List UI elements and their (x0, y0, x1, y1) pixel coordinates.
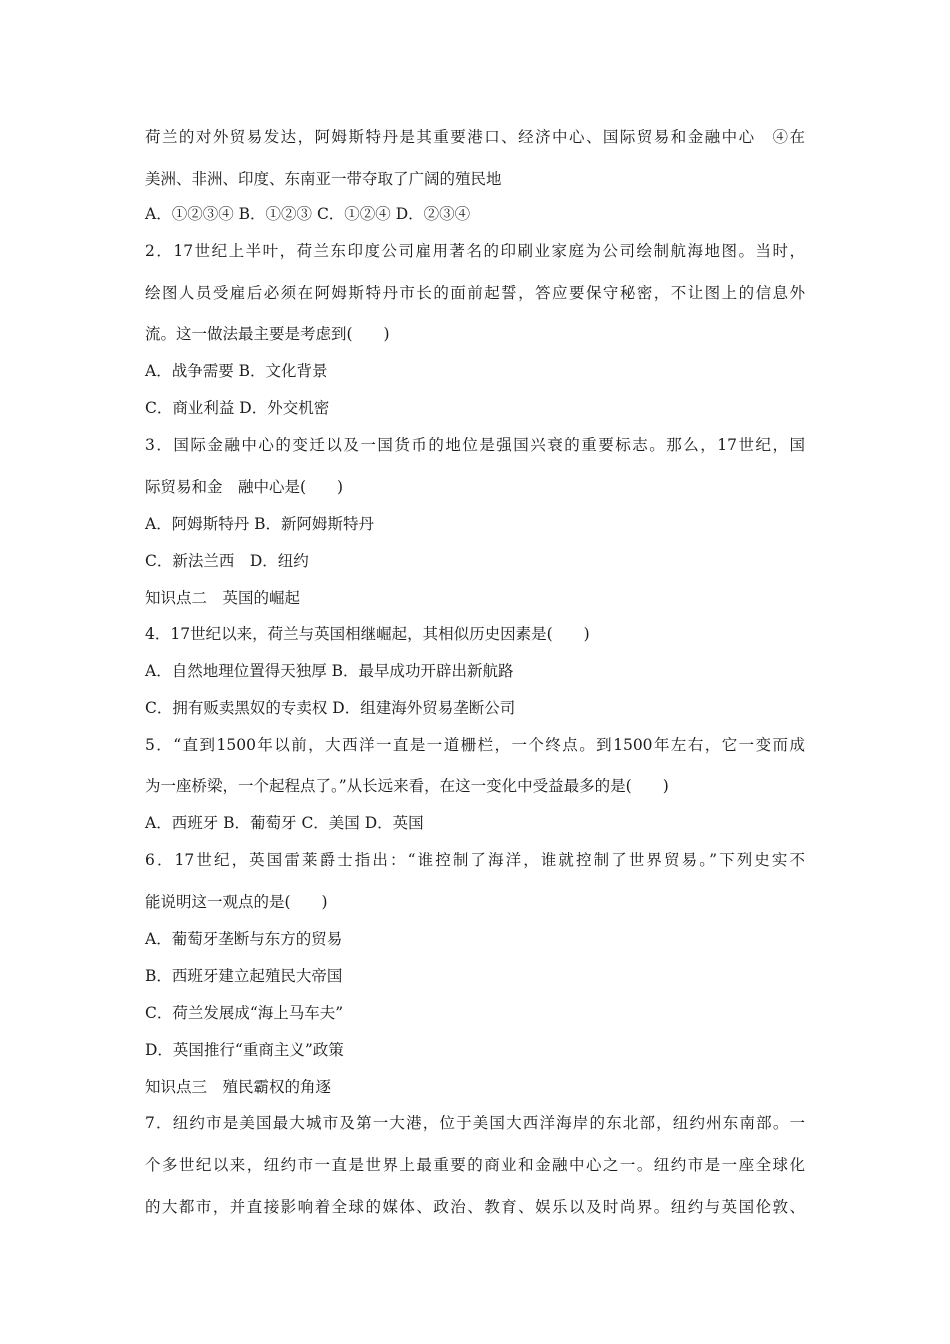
text-line: 能说明这一观点的是( ) (145, 893, 328, 911)
question-6: 6．17世纪，英国雷莱爵士指出：“谁控制了海洋，谁就控制了世界贸易。”下列史实不 (145, 851, 805, 869)
answer-options: A．自然地理位置得天独厚 B．最早成功开辟出新航路 (145, 662, 514, 680)
question-3: 3．国际金融中心的变迁以及一国货币的地位是强国兴衰的重要标志。那么，17世纪，国 (145, 436, 805, 454)
question-4: 4．17世纪以来，荷兰与英国相继崛起，其相似历史因素是( ) (145, 625, 590, 643)
answer-options: C．商业利益 D．外交机密 (145, 399, 330, 417)
answer-option: C．荷兰发展成“海上马车夫” (145, 1004, 344, 1022)
question-5: 5．“直到1500年以前，大西洋一直是一道栅栏，一个终点。到1500年左右，它一变而成 (145, 736, 805, 754)
answer-options: A．战争需要 B．文化背景 (145, 362, 328, 380)
text-line: 流。这一做法最主要是考虑到( ) (145, 325, 390, 343)
section-heading: 知识点三 殖民霸权的角逐 (145, 1078, 332, 1096)
answer-options: A．阿姆斯特丹 B．新阿姆斯特丹 (145, 515, 375, 533)
answer-options: C．拥有贩卖黑奴的专卖权 D．组建海外贸易垄断公司 (145, 699, 516, 717)
text-line: 荷兰的对外贸易发达，阿姆斯特丹是其重要港口、经济中心、国际贸易和金融中心 ④在 (145, 128, 805, 146)
text-line: 的大都市，并直接影响着全球的媒体、政治、教育、娱乐以及时尚界。纽约与英国伦敦、 (145, 1198, 805, 1216)
question-2: 2．17世纪上半叶，荷兰东印度公司雇用著名的印刷业家庭为公司绘制航海地图。当时， (145, 242, 805, 260)
answer-options: C．新法兰西 D．纽约 (145, 552, 309, 570)
answer-options: A．西班牙 B．葡萄牙 C．美国 D．英国 (145, 814, 424, 832)
section-heading: 知识点二 英国的崛起 (145, 589, 301, 607)
text-line: 美洲、非洲、印度、东南亚一带夺取了广阔的殖民地 (145, 170, 502, 188)
text-line: 为一座桥梁，一个起程点了。”从长远来看，在这一变化中受益最多的是( ) (145, 777, 669, 795)
answer-option: A．葡萄牙垄断与东方的贸易 (145, 930, 343, 948)
text-line: 个多世纪以来，纽约市一直是世界上最重要的商业和金融中心之一。纽约市是一座全球化 (145, 1156, 805, 1174)
answer-option: B．西班牙建立起殖民大帝国 (145, 967, 343, 985)
text-line: 绘图人员受雇后必须在阿姆斯特丹市长的面前起誓，答应要保守秘密，不让图上的信息外 (145, 284, 805, 302)
question-7: 7．纽约市是美国最大城市及第一大港，位于美国大西洋海岸的东北部，纽约州东南部。一 (145, 1114, 805, 1132)
answer-options: A．①②③④ B．①②③ C．①②④ D．②③④ (145, 205, 471, 223)
text-line: 际贸易和金 融中心是( ) (145, 478, 344, 496)
answer-option: D．英国推行“重商主义”政策 (145, 1041, 344, 1059)
